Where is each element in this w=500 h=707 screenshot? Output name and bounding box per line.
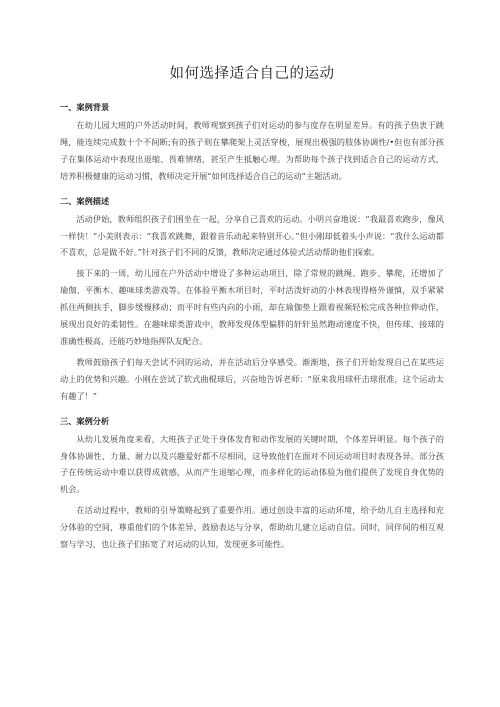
section-heading: 二、案例描述 <box>60 195 110 206</box>
paragraph: 教师鼓励孩子们每天尝试不同的运动，并在活动后分享感受。渐渐地，孩子们开始发现自己在某些运动上的优势和兴趣。小刚在尝试了软式曲棍球后，兴奋地告诉老师：“原来我用球杆击球很准，这个运动太有趣了！” <box>60 356 444 401</box>
paragraph: 接下来的一周，幼儿园在户外活动中增设了多种运动项目，除了常规的跳绳、跑步、攀爬，还增加了瑜伽、平衡木、趣味球类游戏等。在体验平衡木项目时，平时活泼好动的小林表现得格外谨慎，双手紧紧抓住两侧扶手，脚步缓慢移动；而平时有些内向的小雨，却在瑜伽垫上跟着视频轻松完成各种拉伸动作，展现出良好的柔韧性。在趣味球类游戏中，教师发现体型偏胖的轩轩虽然跑动速度不快，但传球、接球的准确性极高，还能巧妙地指挥队友配合。 <box>60 268 444 346</box>
section-description <box>60 195 444 405</box>
section-heading: 一、案例背景 <box>60 102 110 112</box>
paragraph: 从幼儿发展角度来看，大班孩子正处于身体发育和动作发展的关键时期，个体差异明显。每个孩子的身体协调性、力量、耐力以及兴趣爱好都不尽相同，这导致他们在面对不同运动项目时表现各异。部分孩子在传统运动中难以获得成就感，从而产生退缩心理，而多样化的运动体验为他们提供了发现自身优势的机会。 <box>60 433 444 495</box>
paragraph: 在活动过程中，教师的引导策略起到了重要作用。通过创设丰富的运动环境，给予幼儿自主选择和充分体验的空间，尊重他们的个体差异，鼓励表达与分享，帮助幼儿建立运动自信。同时，同伴间的相互观察与学习，也让孩子们拓宽了对运动的认知，发现更多可能性。 <box>60 505 444 550</box>
section-background <box>60 101 444 185</box>
paragraph: 活动伊始，教师组织孩子们围坐在一起，分享自己喜欢的运动。小明兴奋地说：“我最喜欢跑步，像风一样快！”小美则表示：“我喜欢跳舞，跟着音乐动起来特别开心。”但小刚却低着头小声说：“我什么运动都不喜欢，总是做不好。”针对孩子们不同的反馈，教师决定通过体验式活动帮助他们探索。 <box>60 213 444 258</box>
section-heading: 三、案例分析 <box>60 415 110 426</box>
paragraph: 在幼儿园大班的户外活动时间，教师观察到孩子们对运动的参与度存在明显差异。有的孩子热衷于跳绳，能连续完成数十个不间断;有的孩子则在攀爬架上灵活穿梭，展现出极强的肢体协调性/•但也有部分孩子在集体运动中表现出退缩、畏难情绪，甚至产生抵触心理。为帮助每个孩子找到适合自己的运动方式，培养积极健康的运动习惯，教师决定开展“如何选择适合自己的运动”主题活动。 <box>60 120 444 181</box>
document-title: 如何选择适合自己的运动 <box>169 66 335 82</box>
section-analysis <box>60 415 444 553</box>
